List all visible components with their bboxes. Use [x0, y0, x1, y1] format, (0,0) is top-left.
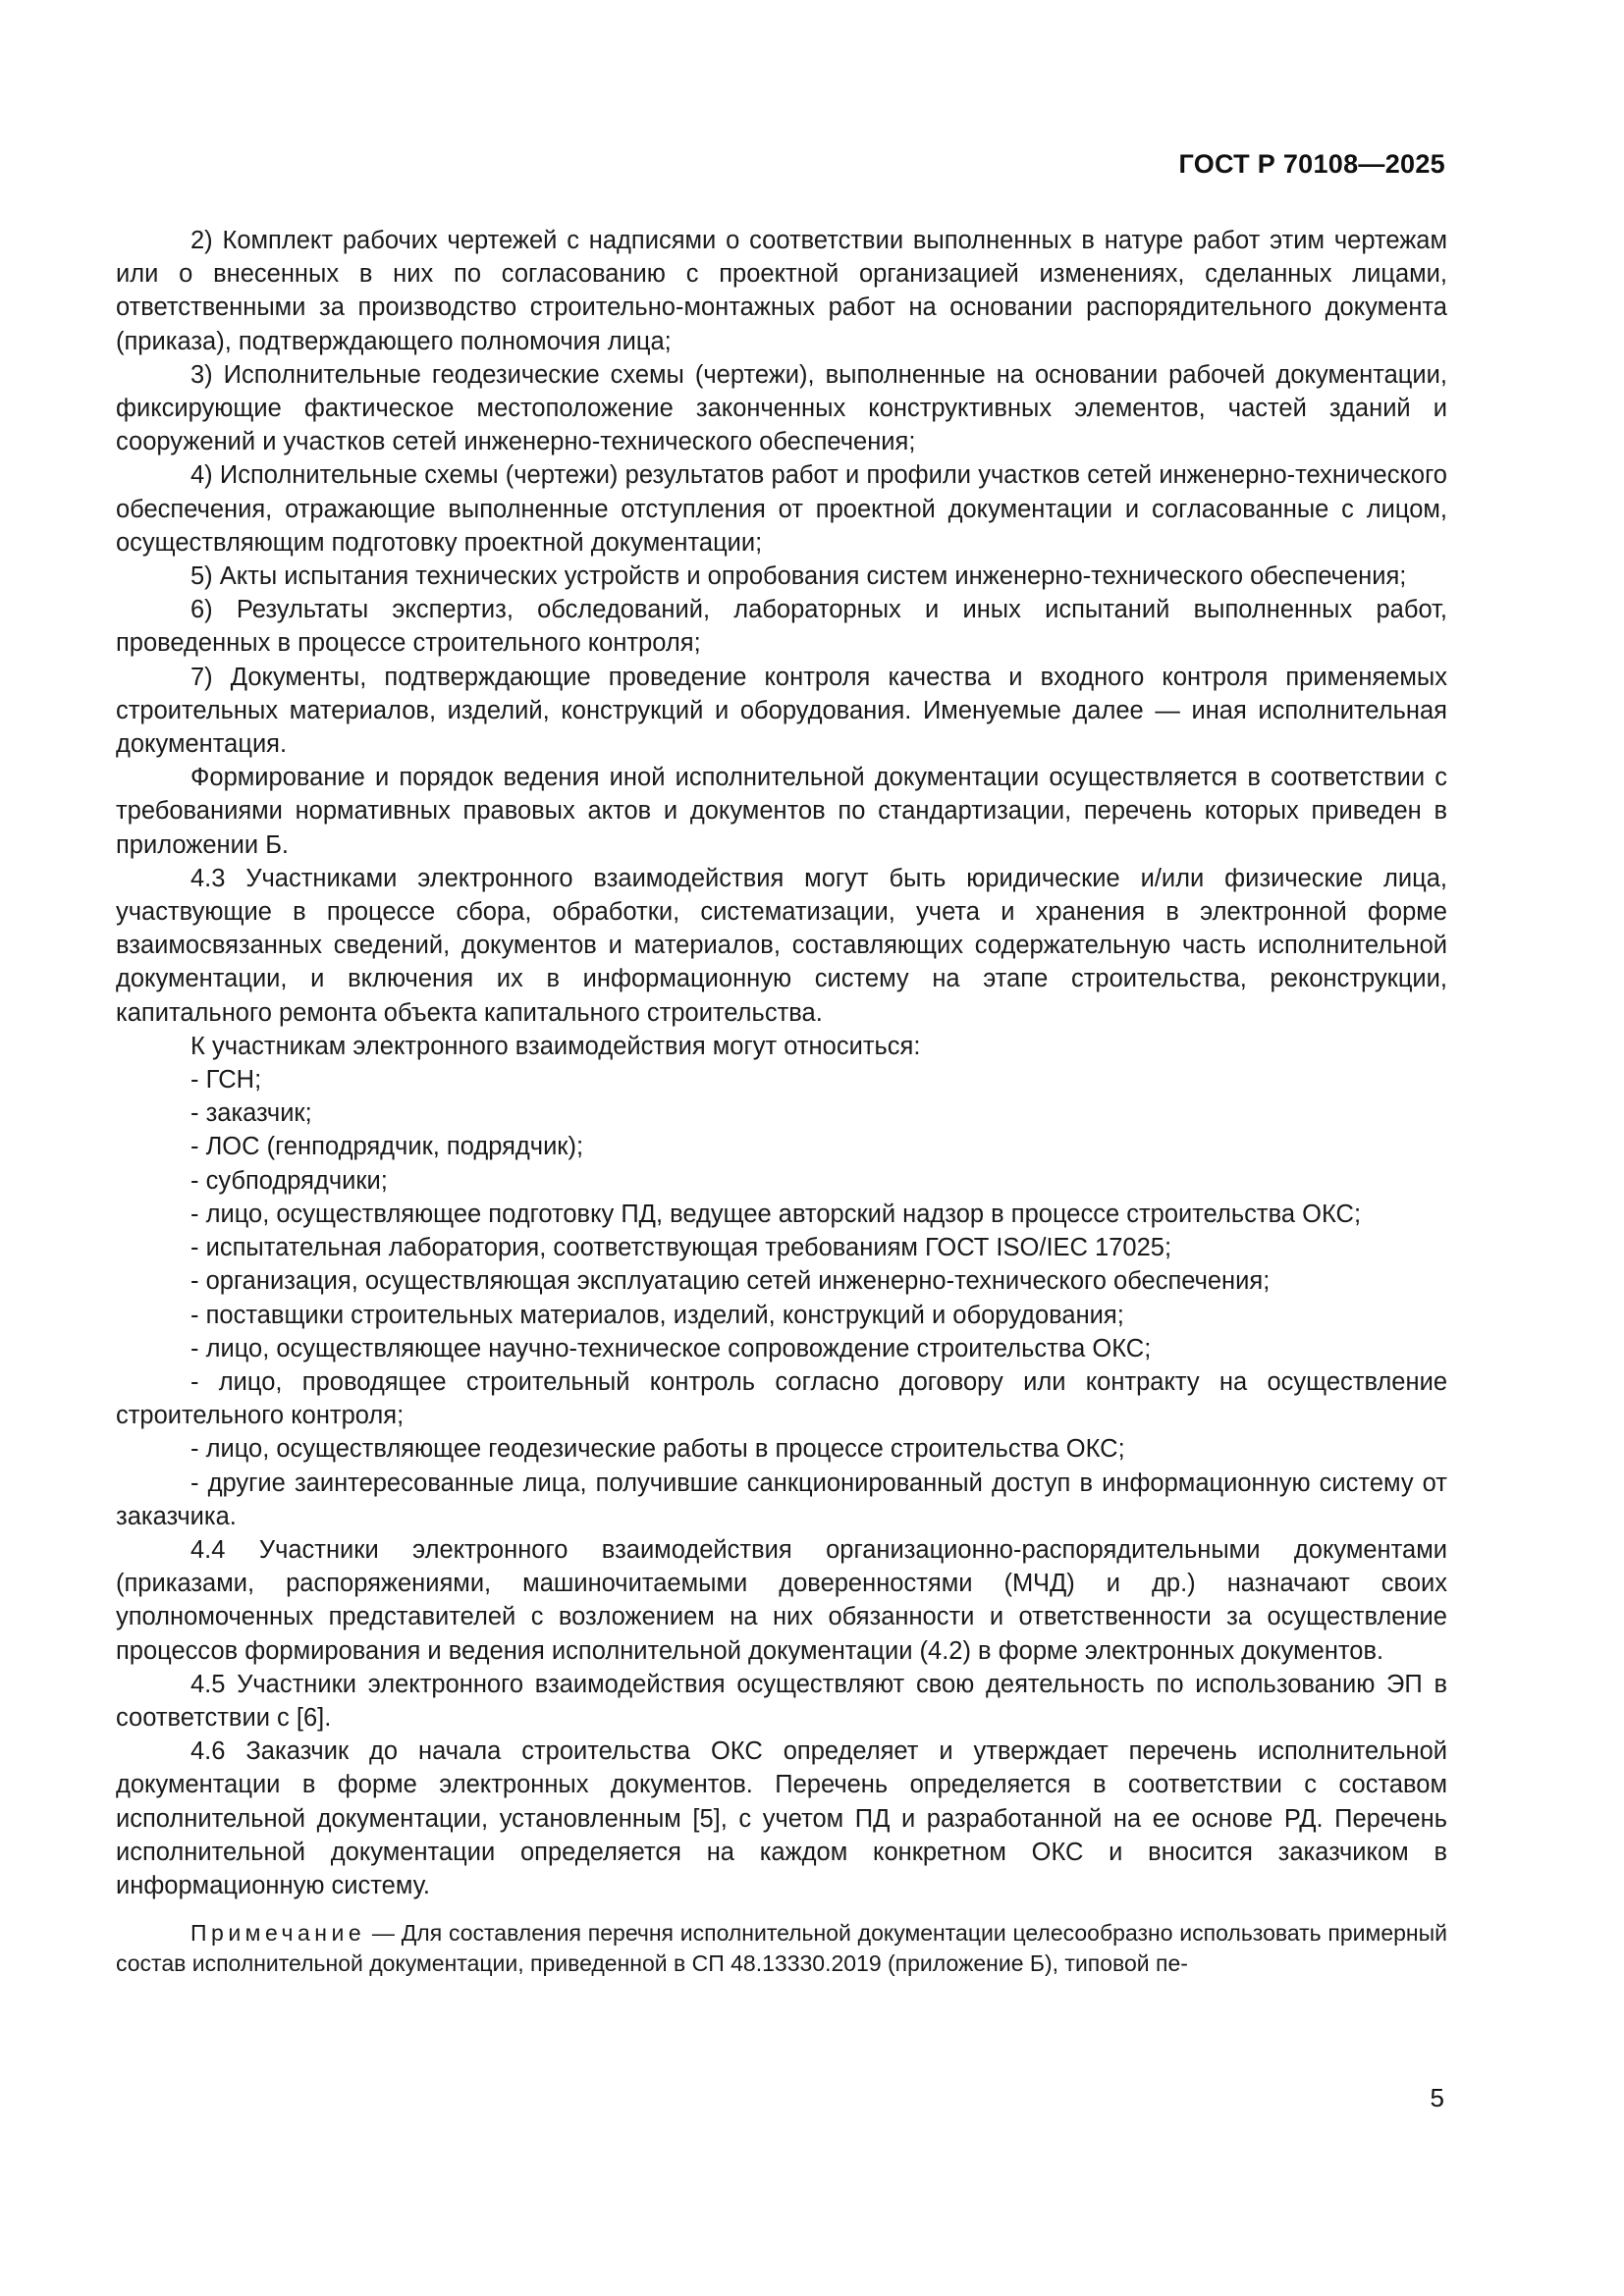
document-header: ГОСТ Р 70108—2025 — [1178, 149, 1445, 179]
list-item: - поставщики строительных материалов, изделий, конструкций и оборудования; — [190, 1301, 1124, 1329]
list-item: - лицо, осуществляющее подготовку ПД, ведущее авторский надзор в процессе строительства ОКС; — [190, 1200, 1362, 1228]
list-item: - субподрядчики; — [190, 1166, 388, 1195]
paragraph-item-2: 2) Комплект рабочих чертежей с надписями о соответствии выполненных в натуре работ этим чертежам или о внесенных в них по согласованию с проектной организацией изменениях, сделанных лицами, ответственными за производство строительно-монтажных работ на основании распорядительного документа (приказа), подтверждающего полномочия лица; — [116, 227, 1447, 355]
list-item: - заказчик; — [190, 1099, 312, 1128]
paragraph-4-3: 4.3 Участниками электронного взаимодействия могут быть юридические и/или физические лица, участвующие в процессе сбора, обработки, систематизации, учета и хранения в электронной форме взаимосвязанных сведений, документов и материалов, составляющих содержательную часть исполнительной документации, и включения их в информационную систему на этапе строительства, реконструкции, капитального ремонта объекта капитального строительства. — [116, 864, 1447, 1027]
paragraph-item-7: 7) Документы, подтверждающие проведение контроля качества и входного контроля применяемых строительных материалов, изделий, конструкций и оборудования. Именуемые далее — иная исполнительная документация. — [116, 663, 1447, 759]
note-paragraph — [116, 1918, 1447, 1979]
list-item: - лицо, осуществляющее геодезические работы в процессе строительства ОКС; — [190, 1435, 1125, 1464]
list-item: - испытательная лаборатория, соответствующая требованиям ГОСТ ISO/IEC 17025; — [190, 1234, 1172, 1262]
list-item: - ЛОС (генподрядчик, подрядчик); — [190, 1133, 584, 1161]
note-text: — Для составления перечня исполнительной документации целесообразно использовать примерный состав исполнительной документации, приведенной в СП 48.13330.2019 (приложение Б), типовой пе- — [116, 1920, 1447, 1977]
list-item: - организация, осуществляющая эксплуатацию сетей инженерно-технического обеспечения; — [190, 1267, 1271, 1296]
paragraph-item-5: 5) Акты испытания технических устройств и опробования систем инженерно-технического обеспечения; — [190, 562, 1407, 591]
list-item: - лицо, проводящее строительный контроль согласно договору или контракту на осуществление строительного контроля; — [116, 1367, 1447, 1430]
paragraph-item-4: 4) Исполнительные схемы (чертежи) результатов работ и профили участков сетей инженерно-технического обеспечения, отражающие выполненные отступления от проектной документации и согласованные с лицом, осуществляющим подготовку проектной документации; — [116, 461, 1447, 557]
page-number: 5 — [1430, 2083, 1444, 2112]
list-item: - ГСН; — [190, 1066, 262, 1095]
paragraph-4-6: 4.6 Заказчик до начала строительства ОКС определяет и утверждает перечень исполнительной документации в форме электронных документов. Перечень определяется в соответствии с составом исполнительной документации, установленным [5], с учетом ПД и разработанной на ее основе РД. Перечень исполнительной документации определяется на каждом конкретном ОКС и вносится заказчиком в информационную систему. — [116, 1737, 1447, 1899]
paragraph-formation: Формирование и порядок ведения иной исполнительной документации осуществляется в соответствии с требованиями нормативных правовых актов и документов по стандартизации, перечень которых приведен в приложении Б. — [116, 764, 1447, 859]
document-body — [116, 224, 1447, 1979]
paragraph-item-3: 3) Исполнительные геодезические схемы (чертежи), выполненные на основании рабочей документации, фиксирующие фактическое местоположение законченных конструктивных элементов, частей зданий и сооружений и участков сетей инженерно-технического обеспечения; — [116, 360, 1447, 456]
list-item: - другие заинтересованные лица, получившие санкционированный доступ в информационную систему от заказчика. — [116, 1468, 1447, 1530]
list-item: - лицо, осуществляющее научно-техническое сопровождение строительства ОКС; — [190, 1334, 1152, 1362]
note-label: Примечание — [190, 1920, 366, 1947]
paragraph-4-4: 4.4 Участники электронного взаимодействия организационно-распорядительными документами (приказами, распоряжениями, машиночитаемыми доверенностями (МЧД) и др.) назначают своих уполномоченных представителей с возложением на них обязанности и ответственности за осуществление процессов формирования и ведения исполнительной документации (4.2) в форме электронных документов. — [116, 1535, 1447, 1665]
paragraph-participants-intro: К участникам электронного взаимодействия могут относиться: — [190, 1032, 921, 1060]
paragraph-4-5: 4.5 Участники электронного взаимодействия осуществляют свою деятельность по использованию ЭП в соответствии с [6]. — [116, 1670, 1447, 1732]
paragraph-item-6: 6) Результаты экспертиз, обследований, лабораторных и иных испытаний выполненных работ, проведенных в процессе строительного контроля; — [116, 596, 1447, 658]
